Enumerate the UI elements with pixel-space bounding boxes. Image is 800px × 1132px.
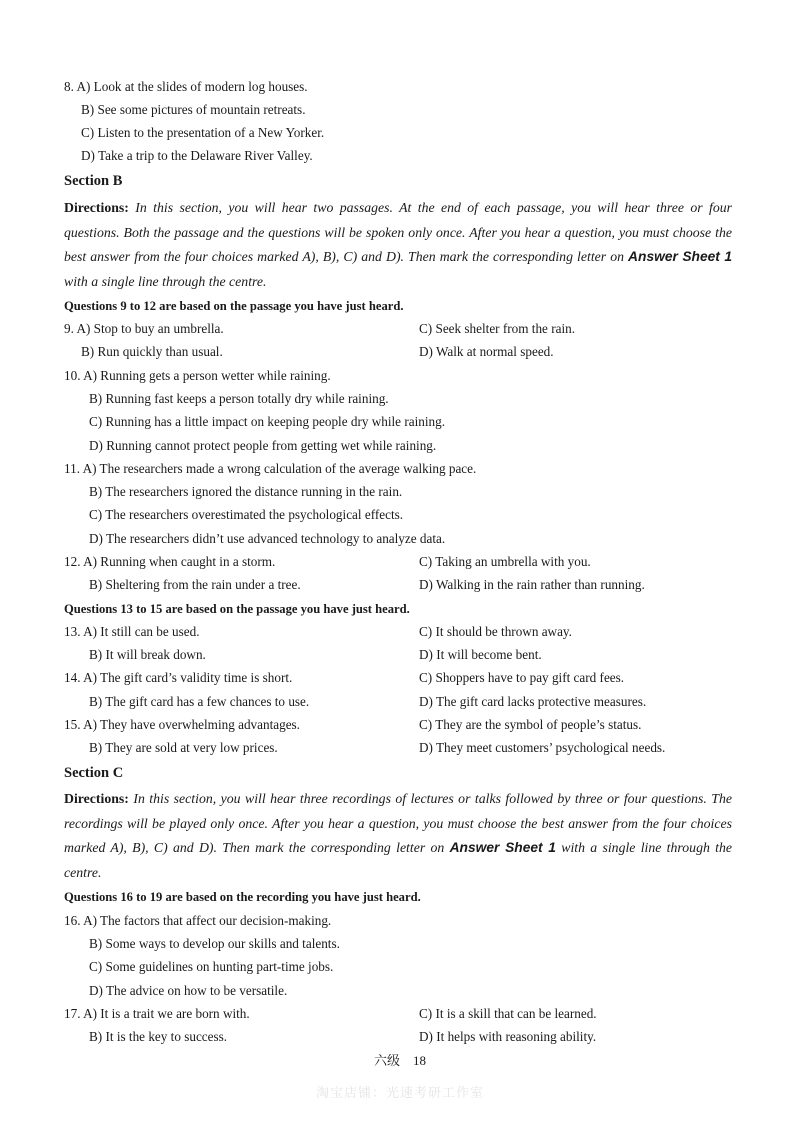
directions-text: In this section, you will hear three recordings of lectures or talks followed by three or four questions. The recordings will be played only once. After you hear a question, you must choose the best answer from the four choices marked A), B), C) and D). Then mark the corresponding letter on xyxy=(64,791,732,856)
directions-label: Directions: xyxy=(64,791,129,806)
question-8-option-a: 8. A) Look at the slides of modern log houses. xyxy=(64,79,308,94)
question-group-16-19: Questions 16 to 19 are based on the recording you have just heard. xyxy=(64,890,421,904)
question-11-option-d: D) The researchers didn’t use advanced technology to analyze data. xyxy=(89,531,446,546)
answer-sheet-label: Answer Sheet 1 xyxy=(628,249,733,265)
question-13-option-c: C) It should be thrown away. xyxy=(419,624,572,639)
question-number: 16. xyxy=(64,913,81,928)
question-10-option-c: C) Running has a little impact on keeping people dry while raining. xyxy=(89,414,445,429)
question-17-option-b: B) It is the key to success. xyxy=(89,1029,228,1044)
question-17-option-d: D) It helps with reasoning ability. xyxy=(419,1029,597,1044)
question-group-13-15: Questions 13 to 15 are based on the passage you have just heard. xyxy=(64,602,410,616)
question-number: 9. xyxy=(64,321,74,336)
question-13-option-a: 13. A) It still can be used. xyxy=(64,624,200,639)
question-number: 10. xyxy=(64,368,81,383)
question-number: 13. xyxy=(64,624,81,639)
question-15-option-c: C) They are the symbol of people’s status. xyxy=(419,717,642,732)
question-9-option-c: C) Seek shelter from the rain. xyxy=(419,321,576,336)
question-15-option-d: D) They meet customers’ psychological needs. xyxy=(419,740,666,755)
answer-sheet-label: Answer Sheet 1 xyxy=(449,840,556,856)
question-14-option-d: D) The gift card lacks protective measures. xyxy=(419,694,647,709)
question-12-option-c: C) Taking an umbrella with you. xyxy=(419,554,591,569)
question-group-9-12: Questions 9 to 12 are based on the passage you have just heard. xyxy=(64,299,404,313)
section-b-title: Section B xyxy=(64,173,123,189)
directions-text-end: with a single line through the centre. xyxy=(64,273,267,289)
section-b-directions xyxy=(64,196,732,294)
page-footer xyxy=(0,1050,800,1069)
watermark: 淘宝店铺：光速考研工作室 xyxy=(315,1085,484,1100)
question-11-option-b: B) The researchers ignored the distance running in the rain. xyxy=(89,484,403,499)
question-14-option-a: 14. A) The gift card’s validity time is short. xyxy=(64,670,293,685)
question-16-option-b: B) Some ways to develop our skills and talents. xyxy=(89,936,340,951)
question-number: 12. xyxy=(64,554,81,569)
question-number: 17. xyxy=(64,1006,81,1021)
question-12-option-a: 12. A) Running when caught in a storm. xyxy=(64,554,276,569)
question-12-option-d: D) Walking in the rain rather than running. xyxy=(419,577,645,592)
question-8-option-d: D) Take a trip to the Delaware River Valley. xyxy=(81,148,313,163)
question-12-option-b: B) Sheltering from the rain under a tree. xyxy=(89,577,301,592)
section-c-title: Section C xyxy=(64,765,124,781)
question-11-option-c: C) The researchers overestimated the psychological effects. xyxy=(89,507,404,522)
question-9-option-b: B) Run quickly than usual. xyxy=(81,344,223,359)
question-17-option-a: 17. A) It is a trait we are born with. xyxy=(64,1006,250,1021)
question-9-option-d: D) Walk at normal speed. xyxy=(419,344,554,359)
directions-label: Directions: xyxy=(64,200,129,215)
question-8-option-b: B) See some pictures of mountain retreats. xyxy=(81,102,306,117)
question-16-option-d: D) The advice on how to be versatile. xyxy=(89,983,288,998)
exam-label: 六级 xyxy=(373,1053,400,1068)
question-14-option-b: B) The gift card has a few chances to use. xyxy=(89,694,310,709)
question-10-option-b: B) Running fast keeps a person totally dry while raining. xyxy=(89,391,389,406)
question-15-option-b: B) They are sold at very low prices. xyxy=(89,740,278,755)
question-17-option-c: C) It is a skill that can be learned. xyxy=(419,1006,597,1021)
question-number: 15. xyxy=(64,717,81,732)
question-13-option-d: D) It will become bent. xyxy=(419,647,542,662)
question-16-option-a: 16. A) The factors that affect our decision-making. xyxy=(64,913,332,928)
question-number: 8. xyxy=(64,79,74,94)
question-9-option-a: 9. A) Stop to buy an umbrella. xyxy=(64,321,224,336)
question-number: 14. xyxy=(64,670,81,685)
question-11-option-a: 11. A) The researchers made a wrong calculation of the average walking pace. xyxy=(64,461,477,476)
question-10-option-a: 10. A) Running gets a person wetter while raining. xyxy=(64,368,331,383)
question-13-option-b: B) It will break down. xyxy=(89,647,206,662)
question-8-option-c: C) Listen to the presentation of a New Yorker. xyxy=(81,125,325,140)
question-14-option-c: C) Shoppers have to pay gift card fees. xyxy=(419,670,625,685)
page-number: 18 xyxy=(413,1053,426,1068)
question-10-option-d: D) Running cannot protect people from getting wet while raining. xyxy=(89,438,437,453)
question-15-option-a: 15. A) They have overwhelming advantages. xyxy=(64,717,300,732)
directions-text: In this section, you will hear two passages. At the end of each passage, you will hear three or four questions. Both the passage and the questions will be spoken only once. After you hear a question, you must choose the best answer from the four choices marked A), B), C) and D). Then mark the corresponding letter on xyxy=(64,200,732,265)
directions-text-end: with a single line through the centre. xyxy=(64,840,732,880)
question-16-option-c: C) Some guidelines on hunting part-time jobs. xyxy=(89,959,334,974)
question-number: 11. xyxy=(64,461,80,476)
section-c-directions xyxy=(64,787,732,885)
